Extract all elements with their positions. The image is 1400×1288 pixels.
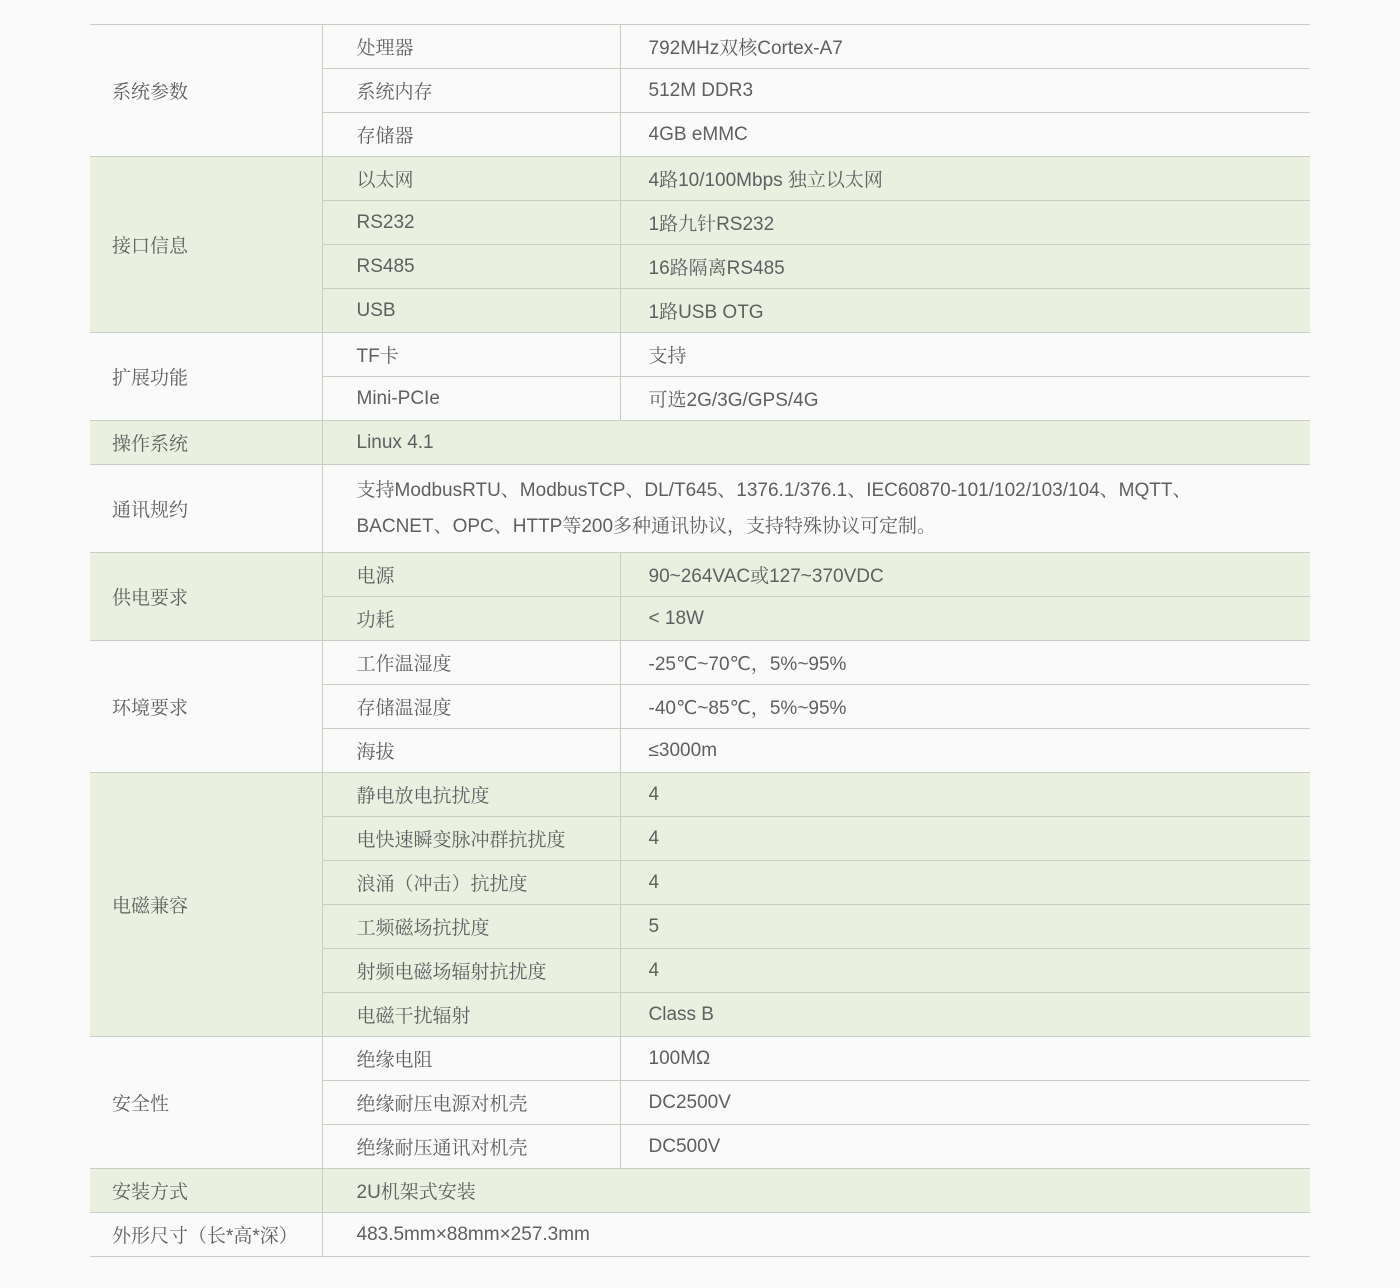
table-row xyxy=(90,553,1310,597)
category-cell: 电磁兼容 xyxy=(90,773,322,1037)
category-cell: 接口信息 xyxy=(90,157,322,333)
value-cell: -40℃~85℃，5%~95% xyxy=(620,685,1310,729)
category-cell: 安全性 xyxy=(90,1037,322,1169)
value-cell: 4 xyxy=(620,861,1310,905)
category-cell: 供电要求 xyxy=(90,553,322,641)
value-cell: 2U机架式安装 xyxy=(322,1169,1310,1213)
param-cell: 系统内存 xyxy=(322,69,620,113)
param-cell: 电源 xyxy=(322,553,620,597)
param-cell: 绝缘电阻 xyxy=(322,1037,620,1081)
value-cell: 4 xyxy=(620,773,1310,817)
param-cell: USB xyxy=(322,289,620,333)
param-cell: 浪涌（冲击）抗扰度 xyxy=(322,861,620,905)
param-cell: Mini-PCIe xyxy=(322,377,620,421)
table-row xyxy=(90,465,1310,553)
param-cell: 绝缘耐压电源对机壳 xyxy=(322,1081,620,1125)
value-cell: Class B xyxy=(620,993,1310,1037)
param-cell: RS232 xyxy=(322,201,620,245)
category-cell: 操作系统 xyxy=(90,421,322,465)
param-cell: 海拔 xyxy=(322,729,620,773)
param-cell: RS485 xyxy=(322,245,620,289)
value-cell: 4 xyxy=(620,949,1310,993)
value-cell: 4GB eMMC xyxy=(620,113,1310,157)
table-row xyxy=(90,421,1310,465)
value-cell: 5 xyxy=(620,905,1310,949)
table-row xyxy=(90,1213,1310,1257)
param-cell: 静电放电抗扰度 xyxy=(322,773,620,817)
value-cell: Linux 4.1 xyxy=(322,421,1310,465)
param-cell: TF卡 xyxy=(322,333,620,377)
param-cell: 电快速瞬变脉冲群抗扰度 xyxy=(322,817,620,861)
category-cell: 通讯规约 xyxy=(90,465,322,553)
value-cell xyxy=(322,465,1310,553)
value-cell: 支持 xyxy=(620,333,1310,377)
param-cell: 存储温湿度 xyxy=(322,685,620,729)
param-cell: 存储器 xyxy=(322,113,620,157)
table-row xyxy=(90,25,1310,69)
value-cell: ≤3000m xyxy=(620,729,1310,773)
value-cell: 16路隔离RS485 xyxy=(620,245,1310,289)
protocol-text: 支持ModbusRTU、ModbusTCP、DL/T645、1376.1/376.1、IEC60870-101/102/103/104、MQTT、BACNET、OPC、HTTP等200多种通讯协议，支持特殊协议可定制。 xyxy=(356,479,1192,537)
spec-table xyxy=(90,24,1310,1257)
value-cell: 4路10/100Mbps 独立以太网 xyxy=(620,157,1310,201)
param-cell: 工频磁场抗扰度 xyxy=(322,905,620,949)
category-cell: 扩展功能 xyxy=(90,333,322,421)
table-row xyxy=(90,333,1310,377)
category-cell: 系统参数 xyxy=(90,25,322,157)
value-cell: -25℃~70℃，5%~95% xyxy=(620,641,1310,685)
value-cell: 100MΩ xyxy=(620,1037,1310,1081)
category-cell: 外形尺寸（长*高*深） xyxy=(90,1213,322,1257)
category-cell: 环境要求 xyxy=(90,641,322,773)
value-cell: < 18W xyxy=(620,597,1310,641)
value-cell: 1路USB OTG xyxy=(620,289,1310,333)
value-cell: DC500V xyxy=(620,1125,1310,1169)
value-cell: 512M DDR3 xyxy=(620,69,1310,113)
value-cell: 483.5mm×88mm×257.3mm xyxy=(322,1213,1310,1257)
table-row xyxy=(90,1037,1310,1081)
table-row xyxy=(90,157,1310,201)
param-cell: 射频电磁场辐射抗扰度 xyxy=(322,949,620,993)
value-cell: 4 xyxy=(620,817,1310,861)
table-row xyxy=(90,641,1310,685)
value-cell: 1路九针RS232 xyxy=(620,201,1310,245)
category-cell: 安装方式 xyxy=(90,1169,322,1213)
param-cell: 绝缘耐压通讯对机壳 xyxy=(322,1125,620,1169)
param-cell: 工作温湿度 xyxy=(322,641,620,685)
value-cell: 792MHz双核Cortex-A7 xyxy=(620,25,1310,69)
value-cell: 可选2G/3G/GPS/4G xyxy=(620,377,1310,421)
table-row xyxy=(90,773,1310,817)
param-cell: 功耗 xyxy=(322,597,620,641)
table-row xyxy=(90,1169,1310,1213)
value-cell: DC2500V xyxy=(620,1081,1310,1125)
param-cell: 电磁干扰辐射 xyxy=(322,993,620,1037)
param-cell: 处理器 xyxy=(322,25,620,69)
value-cell: 90~264VAC或127~370VDC xyxy=(620,553,1310,597)
param-cell: 以太网 xyxy=(322,157,620,201)
